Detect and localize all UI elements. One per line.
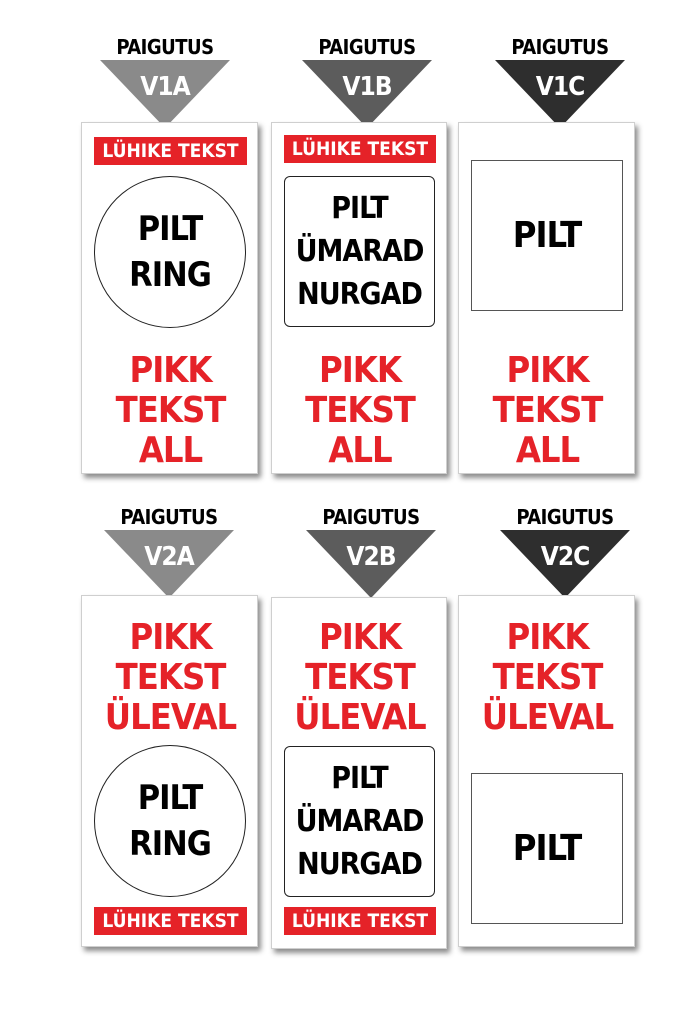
short-text-bar: LÜHIKE TEKST	[94, 137, 247, 165]
long-text-line: PIKK	[506, 350, 589, 391]
layout-marker-v2c	[500, 504, 630, 572]
long-text-line: ÜLEVAL	[481, 697, 614, 738]
image-label: PILT	[512, 214, 582, 256]
long-text	[82, 351, 259, 471]
layout-caption: PAIGUTUS	[322, 505, 420, 529]
layout-card-v1a	[81, 122, 258, 474]
image-placeholder-circle	[94, 176, 246, 328]
long-text-line: PIKK	[319, 350, 401, 391]
layout-marker-v1c	[495, 34, 625, 102]
long-text	[272, 618, 448, 738]
image-placeholder-rounded	[284, 746, 435, 897]
image-label: RING	[129, 255, 211, 295]
long-text	[272, 351, 448, 471]
long-text-line: PIKK	[506, 617, 589, 658]
layout-code: V2C	[540, 542, 590, 572]
long-text	[459, 351, 636, 471]
long-text-line: TEKST	[492, 657, 603, 698]
layout-code: V1A	[140, 72, 190, 102]
layout-card-v2c	[458, 595, 635, 947]
long-text-line: PIKK	[319, 617, 401, 658]
image-label: NURGAD	[297, 277, 422, 312]
image-label: ÜMARAD	[295, 804, 424, 839]
image-label: PILT	[331, 191, 388, 226]
layout-marker-v2a	[104, 504, 234, 572]
layout-marker-v1a	[100, 34, 230, 102]
long-text-line: ALL	[328, 430, 392, 471]
image-placeholder-square	[471, 160, 623, 311]
layout-caption: PAIGUTUS	[116, 35, 214, 59]
layout-caption: PAIGUTUS	[516, 505, 614, 529]
short-text-bar: LÜHIKE TEKST	[284, 135, 436, 163]
long-text-line: TEKST	[115, 657, 226, 698]
layout-marker-v2b	[306, 504, 436, 572]
image-label: PILT	[137, 209, 203, 249]
image-label: NURGAD	[297, 847, 422, 882]
long-text-line: ÜLEVAL	[294, 697, 426, 738]
long-text-line: TEKST	[305, 390, 415, 431]
image-label: PILT	[512, 827, 582, 869]
layout-marker-v1b	[302, 34, 432, 102]
long-text-line: TEKST	[492, 390, 603, 431]
layout-caption: PAIGUTUS	[318, 35, 416, 59]
layout-card-v1c	[458, 122, 635, 474]
layout-code: V2B	[346, 542, 396, 572]
short-text-bar: LÜHIKE TEKST	[94, 907, 247, 935]
long-text-line: TEKST	[305, 657, 415, 698]
long-text-line: TEKST	[115, 390, 226, 431]
layout-code: V2A	[144, 542, 194, 572]
layout-card-v2b	[271, 597, 447, 949]
layout-caption: PAIGUTUS	[511, 35, 609, 59]
image-label: ÜMARAD	[295, 234, 424, 269]
layout-code: V1B	[342, 72, 392, 102]
image-label: RING	[129, 824, 211, 864]
image-label: PILT	[137, 778, 203, 818]
long-text-line: ALL	[138, 430, 203, 471]
layout-caption: PAIGUTUS	[120, 505, 218, 529]
image-placeholder-rounded	[284, 176, 435, 327]
short-text-bar: LÜHIKE TEKST	[284, 907, 436, 935]
image-label: PILT	[331, 761, 388, 796]
layout-card-v1b	[271, 122, 447, 474]
long-text	[459, 618, 636, 738]
image-placeholder-square	[471, 773, 623, 924]
image-placeholder-circle	[94, 745, 246, 897]
long-text-line: ÜLEVAL	[104, 697, 237, 738]
long-text-line: PIKK	[129, 617, 212, 658]
long-text-line: PIKK	[129, 350, 212, 391]
long-text	[82, 618, 259, 738]
layout-code: V1C	[535, 72, 585, 102]
layout-card-v2a	[81, 595, 258, 947]
long-text-line: ALL	[515, 430, 580, 471]
